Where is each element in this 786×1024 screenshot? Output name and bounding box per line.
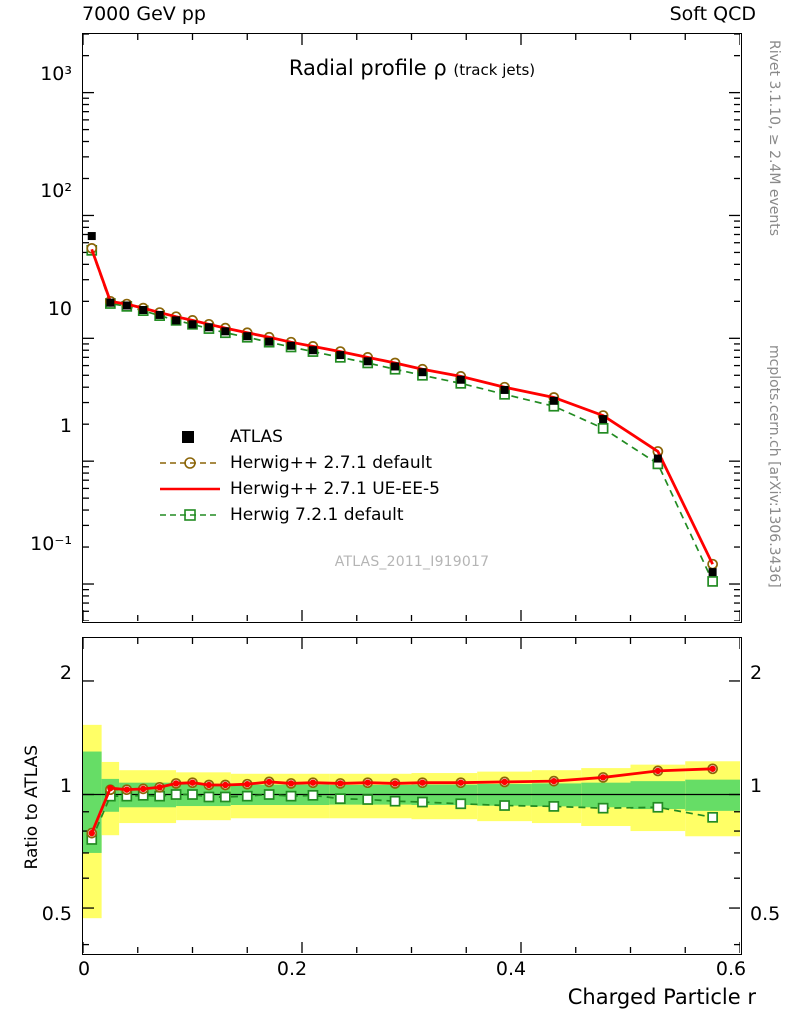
x-axis-label: Charged Particle r bbox=[567, 985, 756, 1009]
legend-label-hwpp-ueee5: Herwig++ 2.7.1 UE-EE-5 bbox=[230, 479, 440, 499]
ratio-ytick-0.5-right: 0.5 bbox=[750, 903, 781, 925]
main-axis-ticks bbox=[83, 34, 740, 621]
legend-key-hw721 bbox=[158, 505, 222, 525]
legend-item bbox=[158, 502, 440, 528]
legend-key-hwpp-default bbox=[158, 453, 222, 473]
main-ytick-100: 10² bbox=[40, 180, 72, 202]
header-left-label: 7000 GeV pp bbox=[82, 3, 206, 25]
legend bbox=[158, 424, 440, 528]
legend-item bbox=[158, 424, 440, 450]
ratio-ytick-2-right: 2 bbox=[750, 662, 763, 684]
legend-item bbox=[158, 476, 440, 502]
plot-title-sub: (track jets) bbox=[453, 61, 536, 79]
side-text-rivet: Rivet 3.1.10, ≥ 2.4M events bbox=[766, 40, 782, 237]
main-plot-panel bbox=[82, 33, 742, 623]
xtick-0: 0 bbox=[77, 958, 91, 980]
xtick-0.4: 0.4 bbox=[495, 958, 527, 980]
xtick-0.2: 0.2 bbox=[276, 958, 308, 980]
main-ytick-1: 1 bbox=[59, 415, 72, 437]
main-ytick-1000: 10³ bbox=[40, 63, 72, 85]
legend-label-atlas: ATLAS bbox=[230, 427, 283, 447]
legend-key-atlas bbox=[158, 427, 222, 447]
plot-title-text: Radial profile ρ bbox=[288, 56, 447, 80]
xtick-0.6: 0.6 bbox=[715, 958, 747, 980]
legend-label-hw721: Herwig 7.2.1 default bbox=[230, 505, 404, 525]
header-right-label: Soft QCD bbox=[669, 3, 756, 25]
ratio-ytick-2-left: 2 bbox=[59, 662, 72, 684]
ratio-plot-canvas bbox=[83, 638, 740, 953]
legend-label-hwpp-default: Herwig++ 2.7.1 default bbox=[230, 453, 433, 473]
ratio-uncertainty-bands bbox=[83, 725, 740, 918]
main-data-curves bbox=[87, 232, 717, 586]
main-plot-canvas bbox=[83, 34, 740, 621]
main-ytick-0.1: 10⁻¹ bbox=[30, 533, 72, 555]
main-ytick-10: 10 bbox=[47, 298, 72, 320]
ratio-ytick-0.5-left: 0.5 bbox=[41, 903, 72, 925]
legend-item bbox=[158, 450, 440, 476]
analysis-watermark: ATLAS_2011_I919017 bbox=[334, 554, 490, 570]
side-text-mcplots: mcplots.cern.ch [arXiv:1306.3436] bbox=[766, 345, 782, 588]
ratio-plot-panel bbox=[82, 637, 742, 955]
ratio-y-axis-label: Ratio to ATLAS bbox=[22, 745, 42, 870]
ratio-ytick-1-left: 1 bbox=[59, 775, 72, 797]
legend-key-hwpp-ueee5 bbox=[158, 479, 222, 499]
ratio-ytick-1-right: 1 bbox=[750, 775, 763, 797]
